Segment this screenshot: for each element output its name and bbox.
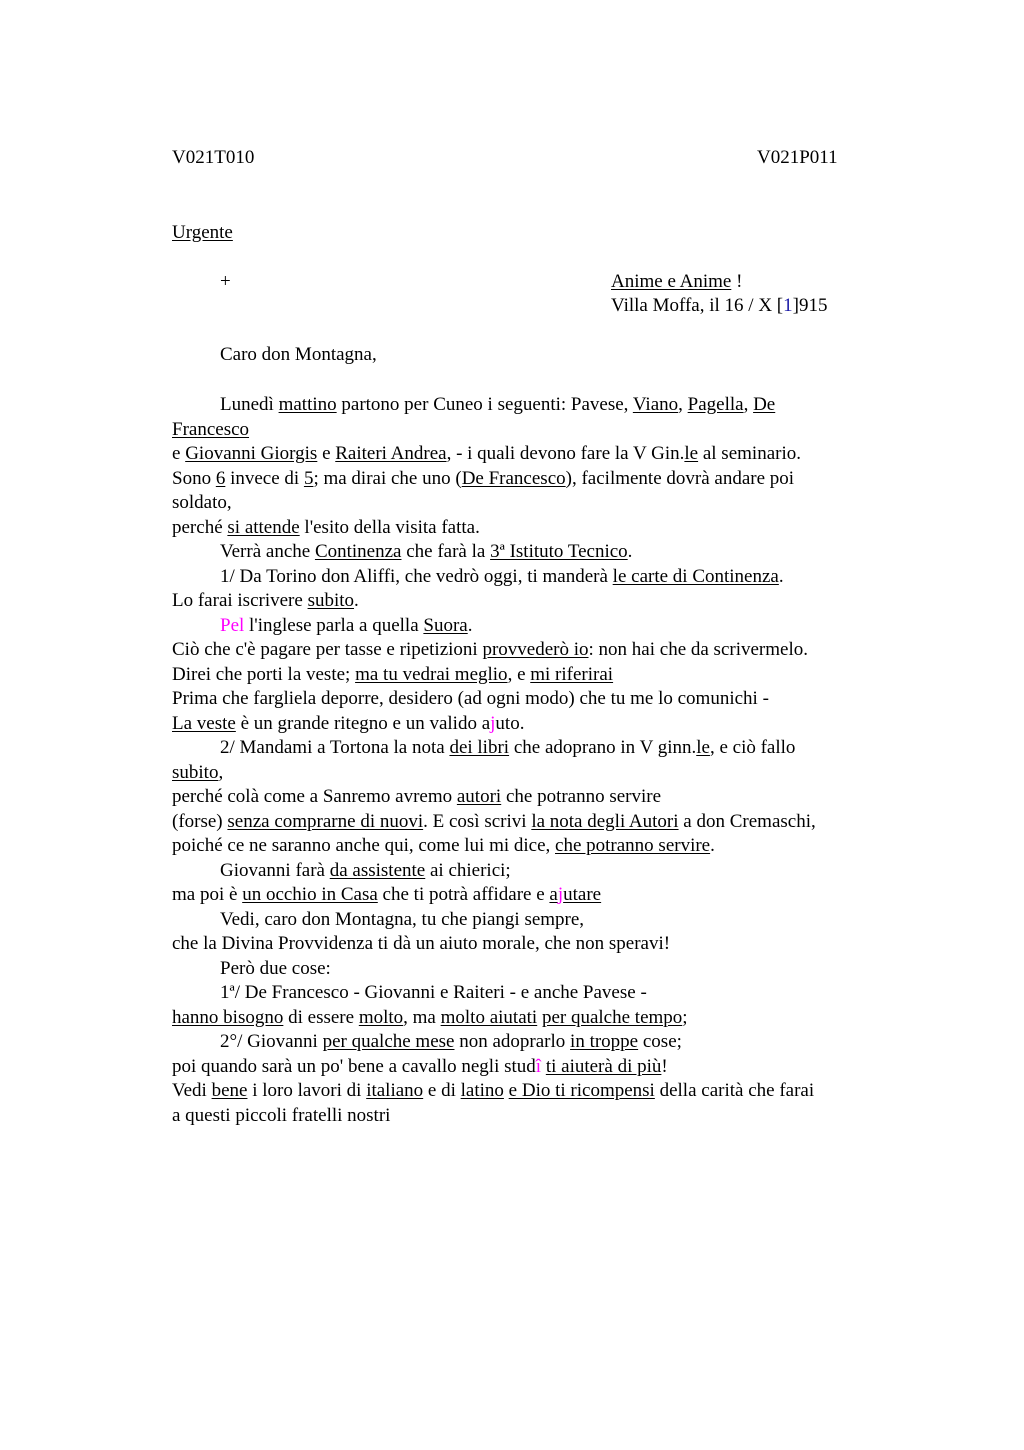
text-segment: Prima che fargliela deporre, desidero (ad ogni modo) che tu me lo comunichi - bbox=[172, 688, 769, 709]
motto-text: Anime e Anime bbox=[611, 271, 732, 292]
text-segment: 1ª/ De Francesco - Giovanni e Raiteri - e anche Pavese - bbox=[220, 982, 647, 1003]
text-line bbox=[172, 736, 882, 761]
underlined-text: che potranno servire bbox=[555, 835, 711, 856]
text-segment: di essere bbox=[283, 1006, 359, 1028]
text-segment: Giovanni farà bbox=[220, 859, 330, 881]
text-line bbox=[172, 1030, 882, 1055]
text-segment: e bbox=[172, 443, 186, 464]
underlined-text: Suora bbox=[423, 614, 468, 636]
text-segment: che farà la bbox=[401, 541, 491, 562]
text-segment: Verrà anche bbox=[220, 541, 315, 562]
text-line bbox=[172, 540, 882, 565]
underlined-text: le bbox=[684, 443, 699, 464]
text-segment: che potranno servire bbox=[501, 786, 662, 807]
place-date-digit: 1 bbox=[783, 295, 793, 316]
text-segment: che ti potrà affidare e bbox=[377, 884, 550, 905]
text-segment: (forse) bbox=[172, 810, 228, 832]
underlined-text: De Francesco bbox=[461, 467, 566, 489]
underlined-text: molto bbox=[358, 1006, 404, 1028]
underlined-text: bene bbox=[211, 1080, 248, 1101]
text-line bbox=[172, 638, 882, 663]
underlined-text: la nota degli Autori bbox=[531, 810, 679, 832]
text-segment: ! bbox=[661, 1055, 668, 1077]
underlined-text: a bbox=[549, 884, 558, 905]
text-segment: e bbox=[317, 443, 336, 464]
text-segment: , bbox=[743, 394, 754, 415]
text-line bbox=[172, 491, 882, 516]
text-line bbox=[172, 981, 882, 1006]
text-segment: i loro lavori di bbox=[247, 1080, 367, 1101]
text-segment: poi quando sarà un po' bene a cavallo negli stud bbox=[172, 1055, 536, 1077]
text-line bbox=[172, 687, 882, 712]
text-line bbox=[172, 1104, 882, 1129]
text-line bbox=[172, 589, 882, 614]
text-segment: partono per Cuneo i seguenti: Pavese, bbox=[336, 394, 633, 415]
text-segment: ; bbox=[682, 1006, 688, 1028]
text-segment: . bbox=[467, 614, 473, 636]
text-segment: . bbox=[778, 565, 784, 587]
text-segment: è un grande ritegno e un valido a bbox=[235, 712, 491, 734]
text-segment: a questi piccoli fratelli nostri bbox=[172, 1104, 391, 1126]
text-line bbox=[172, 614, 882, 639]
underlined-text: La veste bbox=[172, 712, 236, 734]
motto-suffix: ! bbox=[731, 271, 743, 292]
text-line bbox=[172, 957, 882, 982]
text-segment: Però due cose: bbox=[220, 957, 331, 979]
underlined-text: Raiteri Andrea bbox=[335, 443, 447, 464]
letter-body bbox=[172, 393, 882, 1128]
text-line bbox=[172, 859, 882, 884]
text-segment: soldato, bbox=[172, 492, 232, 513]
underlined-text: ma tu vedrai meglio bbox=[355, 663, 508, 685]
text-segment: , ma bbox=[403, 1006, 441, 1028]
motto bbox=[611, 271, 742, 293]
highlighted-text: j bbox=[557, 884, 564, 905]
underlined-text: provvederò io bbox=[482, 639, 589, 660]
text-segment: ma poi è bbox=[172, 884, 243, 905]
underlined-text: per qualche tempo bbox=[541, 1006, 683, 1028]
highlighted-text: î bbox=[535, 1055, 542, 1077]
text-line bbox=[172, 1055, 882, 1080]
text-segment: l'inglese parla a quella bbox=[244, 614, 424, 636]
text-segment: . bbox=[354, 590, 359, 611]
document-code-right: V021P011 bbox=[757, 147, 838, 168]
underlined-text: le carte di Continenza bbox=[612, 565, 779, 587]
text-segment: Vedi bbox=[172, 1080, 212, 1101]
underlined-text: hanno bisogno bbox=[172, 1006, 284, 1028]
text-line bbox=[172, 467, 882, 492]
text-line bbox=[172, 761, 882, 786]
underlined-text: Continenza bbox=[314, 541, 402, 562]
underlined-text: senza comprarne di nuovi bbox=[227, 810, 424, 832]
text-segment: Lunedì bbox=[220, 394, 279, 415]
underlined-text: Giovanni Giorgis bbox=[185, 443, 318, 464]
text-line bbox=[172, 418, 882, 443]
text-segment: . bbox=[627, 541, 633, 562]
text-segment: non adoprarlo bbox=[454, 1031, 571, 1052]
text-segment: uto. bbox=[495, 712, 525, 734]
underlined-text: Pagella bbox=[687, 394, 744, 415]
underlined-text: un occhio in Casa bbox=[242, 884, 378, 905]
text-segment: , bbox=[678, 394, 688, 415]
text-segment: perché colà come a Sanremo avremo bbox=[172, 786, 457, 807]
underlined-text: mi riferirai bbox=[530, 663, 614, 685]
underlined-text: e Dio ti ricompensi bbox=[508, 1080, 655, 1101]
highlighted-text: Pel bbox=[220, 614, 245, 636]
place-date bbox=[611, 295, 827, 317]
text-segment: . E così scrivi bbox=[423, 810, 532, 832]
underlined-text: autori bbox=[456, 786, 502, 807]
underlined-text: Viano bbox=[632, 394, 679, 415]
underlined-text: da assistente bbox=[329, 859, 426, 881]
text-line bbox=[172, 393, 882, 418]
underlined-text: in troppe bbox=[570, 1031, 639, 1052]
text-line bbox=[172, 932, 882, 957]
text-segment: 2/ Mandami a Tortona la nota bbox=[220, 737, 450, 758]
text-segment: Lo farai iscrivere bbox=[172, 590, 308, 611]
text-segment: l'esito della visita fatta. bbox=[299, 516, 480, 538]
text-segment: , - i quali devono fare la V Gin. bbox=[446, 443, 685, 464]
text-line bbox=[172, 663, 882, 688]
text-segment: della carità che farai bbox=[654, 1080, 815, 1101]
text-segment: Direi che porti la veste; bbox=[172, 663, 356, 685]
underlined-text: utare bbox=[563, 884, 602, 905]
text-line bbox=[172, 883, 882, 908]
underlined-text: per qualche mese bbox=[322, 1031, 455, 1052]
underlined-text: italiano bbox=[366, 1080, 424, 1101]
text-segment: , e ciò fallo bbox=[709, 737, 796, 758]
urgent-note: Urgente bbox=[172, 222, 233, 243]
cross-mark: + bbox=[220, 271, 231, 292]
text-segment: ai chierici; bbox=[425, 859, 511, 881]
text-segment: , e bbox=[507, 663, 531, 685]
text-segment: Sono bbox=[172, 467, 216, 489]
underlined-text: 3ª Istituto Tecnico bbox=[490, 541, 628, 562]
text-line bbox=[172, 442, 882, 467]
salutation: Caro don Montagna, bbox=[220, 344, 377, 365]
text-line bbox=[172, 712, 882, 737]
underlined-text: dei libri bbox=[449, 737, 510, 758]
text-line bbox=[172, 516, 882, 541]
text-segment: . bbox=[710, 835, 715, 856]
text-segment: e di bbox=[423, 1080, 461, 1101]
underlined-text: 5 bbox=[303, 467, 314, 489]
place-date-post: ]915 bbox=[792, 295, 828, 316]
underlined-text: molto aiutati bbox=[440, 1006, 538, 1028]
text-line bbox=[172, 810, 882, 835]
text-segment: ; ma dirai che uno ( bbox=[313, 467, 462, 489]
text-line bbox=[172, 834, 882, 859]
text-segment: 2°/ Giovanni bbox=[220, 1031, 323, 1052]
text-segment: al seminario. bbox=[698, 443, 801, 464]
text-segment: perché bbox=[172, 516, 228, 538]
text-segment: ), facilmente dovrà andare poi bbox=[565, 467, 795, 489]
text-line bbox=[172, 1079, 882, 1104]
text-segment: Ciò che c'è pagare per tasse e ripetizioni bbox=[172, 639, 483, 660]
underlined-text: 6 bbox=[215, 467, 226, 489]
text-segment: invece di bbox=[225, 467, 304, 489]
text-segment: , bbox=[218, 761, 224, 783]
text-line bbox=[172, 908, 882, 933]
text-line bbox=[172, 785, 882, 810]
text-segment: a don Cremaschi, bbox=[678, 810, 816, 832]
underlined-text: le bbox=[696, 737, 710, 758]
underlined-text: De bbox=[753, 394, 776, 415]
underlined-text: mattino bbox=[278, 394, 337, 415]
text-segment: che adoprano in V ginn. bbox=[509, 737, 697, 758]
text-segment: 1/ Da Torino don Aliffi, che vedrò oggi, ti manderà bbox=[220, 565, 613, 587]
underlined-text: si attende bbox=[227, 516, 300, 538]
document-code-left: V021T010 bbox=[172, 147, 255, 168]
text-segment: cose; bbox=[638, 1031, 682, 1052]
underlined-text: subito bbox=[172, 761, 219, 783]
underlined-text: Francesco bbox=[172, 418, 250, 440]
text-segment: che la Divina Provvidenza ti dà un aiuto morale, che non speravi! bbox=[172, 933, 671, 954]
text-line bbox=[172, 565, 882, 590]
highlighted-text: j bbox=[490, 712, 496, 734]
text-line bbox=[172, 1006, 882, 1031]
text-segment: poiché ce ne saranno anche qui, come lui mi dice, bbox=[172, 835, 556, 856]
text-segment: Vedi, caro don Montagna, tu che piangi sempre, bbox=[220, 908, 585, 930]
underlined-text: latino bbox=[460, 1080, 504, 1101]
underlined-text: subito bbox=[307, 590, 355, 611]
underlined-text: ti aiuterà di più bbox=[545, 1055, 662, 1077]
text-segment: : non hai che da scrivermelo. bbox=[588, 639, 808, 660]
place-date-pre: Villa Moffa, il 16 / X [ bbox=[611, 295, 784, 316]
